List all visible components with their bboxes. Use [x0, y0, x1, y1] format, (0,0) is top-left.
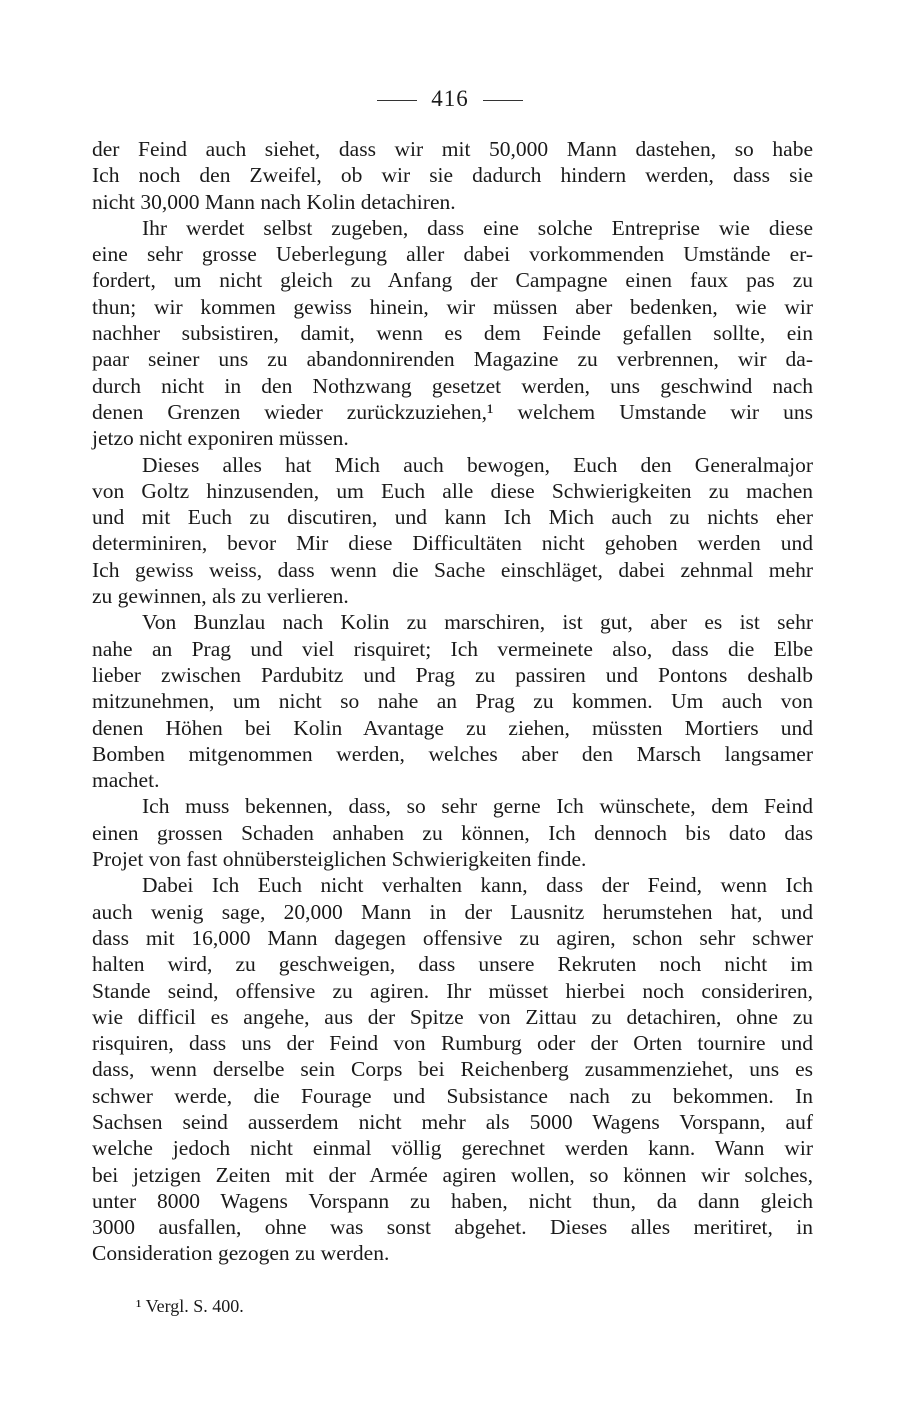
text-line: welche jedoch nicht einmal völlig gerechnet werden kann. Wann wir: [92, 1136, 813, 1161]
paragraph: [92, 136, 813, 215]
text-line: Dabei Ich Euch nicht verhalten kann, dass der Feind, wenn Ich: [142, 873, 813, 898]
text-line: Stande seind, offensive zu agiren. Ihr müsset hierbei noch consideriren,: [92, 978, 813, 1003]
text-line: dass, wenn derselbe sein Corps bei Reichenberg zusammenziehet, uns es: [92, 1057, 813, 1082]
text-line: dass mit 16,000 Mann dagegen offensive zu agiren, schon sehr schwer: [92, 925, 813, 950]
text-line: Dieses alles hat Mich auch bewogen, Euch den Generalmajor: [142, 452, 813, 477]
text-line: Ich gewiss weiss, dass wenn die Sache einschläget, dabei zehnmal mehr: [92, 557, 813, 582]
text-line: von Goltz hinzusenden, um Euch alle diese Schwierigkeiten zu machen: [92, 478, 813, 503]
text-line: einen grossen Schaden anhaben zu können, Ich dennoch bis dato das: [92, 820, 813, 845]
text-line: mitzunehmen, um nicht so nahe an Prag zu kommen. Um auch von: [92, 689, 813, 714]
text-line: zu gewinnen, als zu verlieren.: [92, 584, 349, 609]
text-line: Von Bunzlau nach Kolin zu marschiren, ist gut, aber es ist sehr: [142, 610, 813, 635]
text-line: schwer werde, die Fourage und Subsistance nach zu bekommen. In: [92, 1083, 813, 1108]
text-line: bei jetzigen Zeiten mit der Armée agiren wollen, so können wir solches,: [92, 1162, 813, 1187]
text-line: halten wird, zu geschweigen, dass unsere Rekruten noch nicht im: [92, 952, 813, 977]
paragraph: [92, 793, 813, 872]
text-line: durch nicht in den Nothzwang gesetzet werden, uns geschwind nach: [92, 373, 813, 398]
header-dash-left: [377, 100, 417, 101]
text-line: 3000 ausfallen, ohne was sonst abgehet. Dieses alles meritiret, in: [92, 1215, 813, 1240]
text-line: machet.: [92, 768, 160, 793]
text-line: wie difficil es angehe, aus der Spitze von Zittau zu detachiren, ohne zu: [92, 1004, 813, 1029]
text-line: und mit Euch zu discutiren, und kann Ich Mich auch zu nichts eher: [92, 505, 813, 530]
text-line: fordert, um nicht gleich zu Anfang der Campagne einen faux pas zu: [92, 268, 813, 293]
text-line: paar seiner uns zu abandonnirenden Magazine zu verbrennen, wir da-: [92, 347, 813, 372]
text-line: unter 8000 Wagens Vorspann zu haben, nicht thun, da dann gleich: [92, 1188, 813, 1213]
paragraph: [92, 609, 813, 793]
text-line: Bomben mitgenommen werden, welches aber den Marsch langsamer: [92, 741, 813, 766]
text-line: determiniren, bevor Mir diese Difficultäten nicht gehoben werden und: [92, 531, 813, 556]
text-line: denen Höhen bei Kolin Avantage zu ziehen, müssten Mortiers und: [92, 715, 813, 740]
text-line: denen Grenzen wieder zurückzuziehen,¹ welchem Umstande wir uns: [92, 399, 813, 424]
text-line: nahe an Prag und viel risquiret; Ich vermeinete also, dass die Elbe: [92, 636, 813, 661]
text-line: risquiren, dass uns der Feind von Rumburg oder der Orten tournire und: [92, 1031, 813, 1056]
text-line: Projet von fast ohnübersteiglichen Schwierigkeiten finde.: [92, 847, 587, 872]
text-line: eine sehr grosse Ueberlegung aller dabei vorkommenden Umstände er-: [92, 242, 813, 267]
text-line: auch wenig sage, 20,000 Mann in der Lausnitz herumstehen hat, und: [92, 899, 813, 924]
footnote: ¹ Vergl. S. 400.: [136, 1296, 244, 1316]
text-line: Ich muss bekennen, dass, so sehr gerne Ich wünschete, dem Feind: [142, 794, 813, 819]
text-line: Consideration gezogen zu werden.: [92, 1241, 390, 1266]
page-number: 416: [431, 86, 469, 111]
header-dash-right: [483, 100, 523, 101]
text-line: Ich noch den Zweifel, ob wir sie dadurch hindern werden, dass sie: [92, 163, 813, 188]
text-line: Ihr werdet selbst zugeben, dass eine solche Entreprise wie diese: [142, 215, 813, 240]
text-line: thun; wir kommen gewiss hinein, wir müssen aber bedenken, wie wir: [92, 294, 813, 319]
text-line: jetzo nicht exponiren müssen.: [92, 426, 349, 451]
text-line: nachher subsistiren, damit, wenn es dem Feinde gefallen sollte, ein: [92, 321, 813, 346]
paragraph: [92, 452, 813, 610]
page-header: [0, 86, 900, 112]
text-line: nicht 30,000 Mann nach Kolin detachiren.: [92, 189, 456, 214]
body-text: [92, 136, 813, 1267]
paragraph: [92, 215, 813, 452]
text-line: Sachsen seind ausserdem nicht mehr als 5000 Wagens Vorspann, auf: [92, 1109, 813, 1134]
text-line: lieber zwischen Pardubitz und Prag zu passiren und Pontons deshalb: [92, 662, 813, 687]
text-line: der Feind auch siehet, dass wir mit 50,000 Mann dastehen, so habe: [92, 137, 813, 161]
paragraph: [92, 872, 813, 1266]
